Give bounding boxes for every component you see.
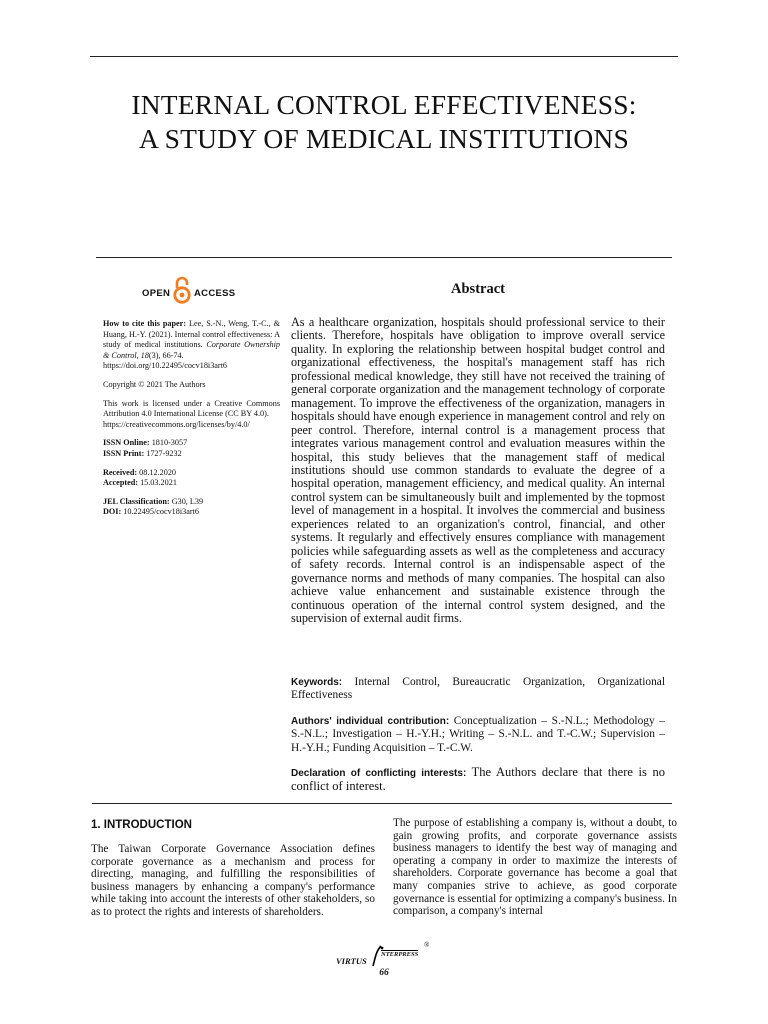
introduction-left-column: The Taiwan Corporate Governance Association defines corporate governance as a mechanism and process for directing, managing, and fulfilling the responsibilities of business managers by enhancing a company's performance while taking into account the interests of other stakeholders, so as to protect the rights and interests of shareholders. <box>91 843 375 918</box>
conflict-declaration-block <box>291 766 665 795</box>
open-access-logo <box>142 276 312 304</box>
paper-title-line-2: A STUDY OF MEDICAL INSTITUTIONS <box>139 123 629 154</box>
abstract-text: As a healthcare organization, hospitals should professional service to their clients. Therefore, hospitals have obligation to improve overall service quality. In exploring the relationship between hospital budget control and organizational effectiveness, the hospital's management staff has rich professional medical knowledge, they still have not received the training of general corporate organization and the management technology of corporate management. To improve the effectiveness of the organization, managers in hospitals should have enough experience in management control and rely on peer control. Therefore, internal control is a management process that integrates various management control and evaluation measures within the hospital, this study believes that the management staff of medical institutions should use common standards to evaluate the degree of a hospital operation, management efficiency, and medical quality. An internal control system can be simultaneously built and implemented by the topmost level of management in a hospital. It involves the commercial and business experiences related to an organization's control, financial, and other systems. It regularly and effectively ensures compliance with management policies while safeguarding assets as well as the completeness and accuracy of safety records. Internal control is an indispensable aspect of the governance norms and methods of many companies. The hospital can also achieve value enhancement and sustainable existence through the continuous operation of the internal control system designed, and the supervision of external audit firms. <box>291 315 665 625</box>
doi-value[interactable]: 10.22495/cocv18i3art6 <box>123 507 199 517</box>
open-access-access-word: ACCESS <box>194 288 236 299</box>
open-access-open-word: OPEN <box>142 288 171 299</box>
keywords-block <box>291 676 665 703</box>
top-rule <box>90 56 678 57</box>
publisher-press-word: NTERPRESS <box>381 951 419 958</box>
keywords-text: Internal Control, Bureaucratic Organization, Organizational Effectiveness <box>291 676 665 702</box>
introduction-rule <box>92 803 672 804</box>
open-access-lock-icon <box>172 276 192 304</box>
jel-label: JEL Classification: <box>103 496 170 506</box>
cite-label: How to cite this paper: <box>103 319 187 328</box>
publisher-logo <box>336 943 436 969</box>
issn-online-value: 1810-3057 <box>151 438 188 448</box>
issn-print-label: ISSN Print: <box>103 448 145 458</box>
conflict-label: Declaration of conflicting interests: <box>291 768 467 779</box>
abstract-heading: Abstract <box>451 281 505 297</box>
accepted-label: Accepted: <box>103 478 139 488</box>
issn-online-label: ISSN Online: <box>103 438 150 448</box>
introduction-heading: 1. INTRODUCTION <box>91 819 192 831</box>
publisher-virtus-word: VIRTUS <box>336 956 367 966</box>
license-block <box>103 399 280 431</box>
cite-issue: (3), 66-74. <box>148 350 184 360</box>
authors-contribution-block <box>291 715 665 755</box>
copyright-line: Copyright © 2021 The Authors <box>103 379 206 389</box>
cite-doi-link[interactable]: https://doi.org/10.22495/cocv18i3art6 <box>103 361 228 371</box>
doi-label: DOI: <box>103 507 122 517</box>
paper-title <box>60 88 708 156</box>
dates-block <box>103 468 280 489</box>
classification-block <box>103 497 280 518</box>
conflict-text: The Authors declare that there is no conflict of interest. <box>291 765 665 794</box>
citation-block <box>103 319 280 372</box>
accepted-date: 15.03.2021 <box>140 478 177 488</box>
introduction-right-column: The purpose of establishing a company is, without a doubt, to gain growing profits, and corporate governance assists business managers to identify the best way of managing and operating a company in order to maximize the interests of shareholders. Corporate governance has become a goal that many companies strive to achieve, as good corporate governance is essential for optimizing a company's business. In comparison, a company's internal <box>393 817 677 918</box>
license-text: This work is licensed under a Creative Commons Attribution 4.0 International License (CC BY 4.0). <box>103 398 280 419</box>
received-label: Received: <box>103 467 138 477</box>
cite-text: Lee, S.-N., Weng, T.-C., & Huang, H.-Y. (2021). Internal control effectiveness: A study of medical institutions. <box>103 319 280 350</box>
license-url-link[interactable]: https://creativecommons.org/licenses/by/4.0/ <box>103 419 250 429</box>
issn-block <box>103 438 280 459</box>
cite-journal: Corporate Ownership & Control, 18 <box>103 340 281 360</box>
registered-mark: ® <box>424 941 430 949</box>
article-info-sidebar <box>103 319 280 526</box>
contribution-label: Authors' individual contribution: <box>291 716 450 727</box>
jel-value: G30, L39 <box>171 496 204 506</box>
page-number: 66 <box>379 968 389 978</box>
keywords-label: Keywords: <box>291 677 343 688</box>
contribution-text: Conceptualization – S.-N.L.; Methodology – S.-N.L.; Investigation – H.-Y.H.; Writing – S.-N.L. and T.-C.W.; Supervision – H.-Y.H.; Funding Acquisition – T.-C.W. <box>291 715 665 754</box>
issn-print-value: 1727-9232 <box>146 448 182 458</box>
received-date: 08.12.2020 <box>139 467 176 477</box>
paper-title-line-1: INTERNAL CONTROL EFFECTIVENESS: <box>131 89 637 120</box>
abstract-rule <box>96 257 672 258</box>
